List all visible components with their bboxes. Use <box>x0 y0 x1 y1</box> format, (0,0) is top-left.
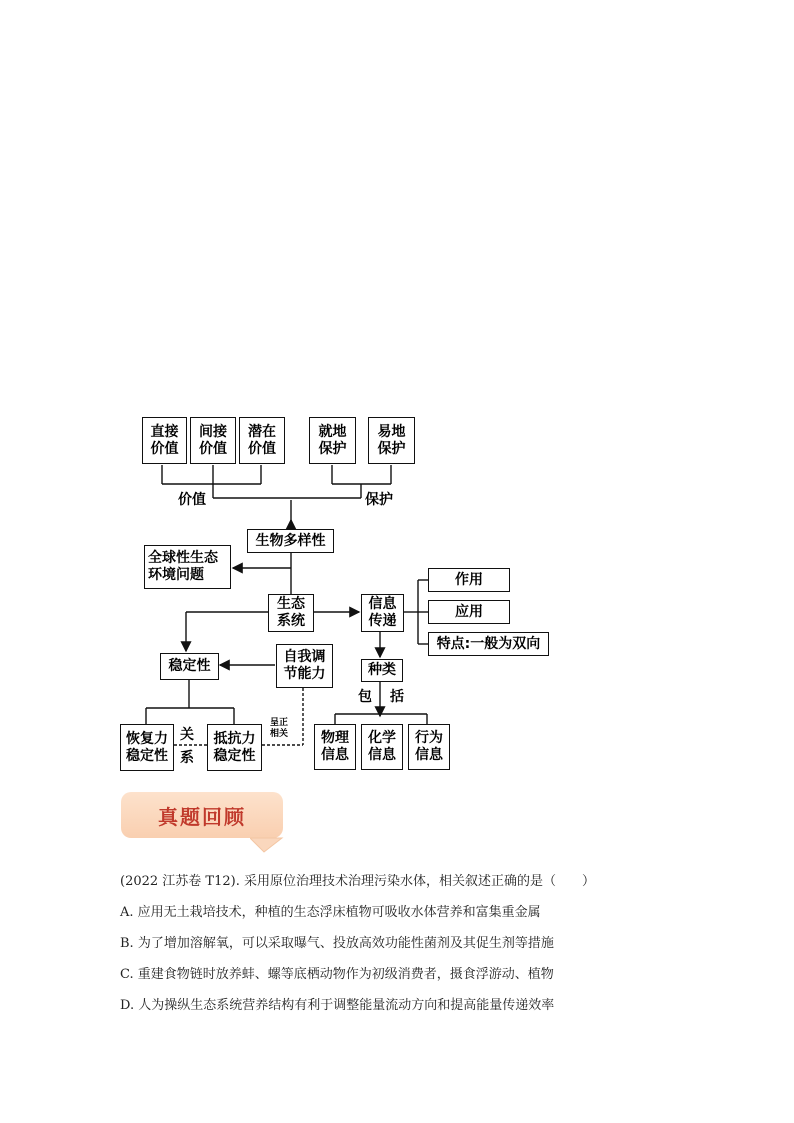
direct-value-box: 直接 价值 <box>142 417 187 464</box>
chemical-info-box: 化学 信息 <box>361 724 403 770</box>
option-a: A. 应用无土栽培技术，种植的生态浮床植物可吸收水体营养和富集重金属 <box>120 905 541 920</box>
in-situ-protection-box: 就地 保护 <box>309 417 356 464</box>
feature-box: 特点:一般为双向 <box>428 632 549 656</box>
include-label-1: 包 <box>358 689 372 705</box>
positive-correlation-label: 呈正 相关 <box>270 718 289 739</box>
function-box: 作用 <box>428 568 510 592</box>
value-label: 价值 <box>178 492 206 508</box>
self-regulation-box: 自我调 节能力 <box>276 644 333 688</box>
relation-label-2: 系 <box>180 750 194 766</box>
ecosystem-box: 生态 系统 <box>268 594 314 632</box>
potential-value-box: 潜在 价值 <box>239 417 285 464</box>
stability-box: 稳定性 <box>160 653 219 680</box>
biodiversity-box: 生物多样性 <box>247 529 334 553</box>
physical-info-box: 物理 信息 <box>314 724 356 770</box>
global-issues-box: 全球性生态 环境问题 <box>144 545 231 589</box>
include-label-2: 括 <box>390 689 404 705</box>
option-d: D. 人为操纵生态系统营养结构有利于调整能量流动方向和提高能量传递效率 <box>120 998 555 1013</box>
indirect-value-box: 间接 价值 <box>190 417 236 464</box>
section-banner-title: 真题回顾 <box>158 804 246 829</box>
application-box: 应用 <box>428 600 510 624</box>
resistance-stability-box: 抵抗力 稳定性 <box>207 724 262 771</box>
protection-label: 保护 <box>365 492 393 508</box>
relation-label-1: 关 <box>180 727 194 743</box>
ex-situ-protection-box: 易地 保护 <box>368 417 415 464</box>
option-b: B. 为了增加溶解氧，可以采取曝气、投放高效功能性菌剂及其促生剂等措施 <box>120 936 554 951</box>
option-c: C. 重建食物链时放养蚌、螺等底栖动物作为初级消费者，摄食浮游动、植物 <box>120 967 554 982</box>
recovery-stability-box: 恢复力 稳定性 <box>120 724 174 771</box>
info-transfer-box: 信息 传递 <box>361 594 404 632</box>
types-box: 种类 <box>361 659 403 682</box>
question-stem: (2022 江苏卷 T12). 采用原位治理技术治理污染水体，相关叙述正确的是（ ） <box>120 874 595 889</box>
banner-tail <box>250 836 284 856</box>
section-banner <box>121 792 283 838</box>
behavioral-info-box: 行为 信息 <box>408 724 450 770</box>
